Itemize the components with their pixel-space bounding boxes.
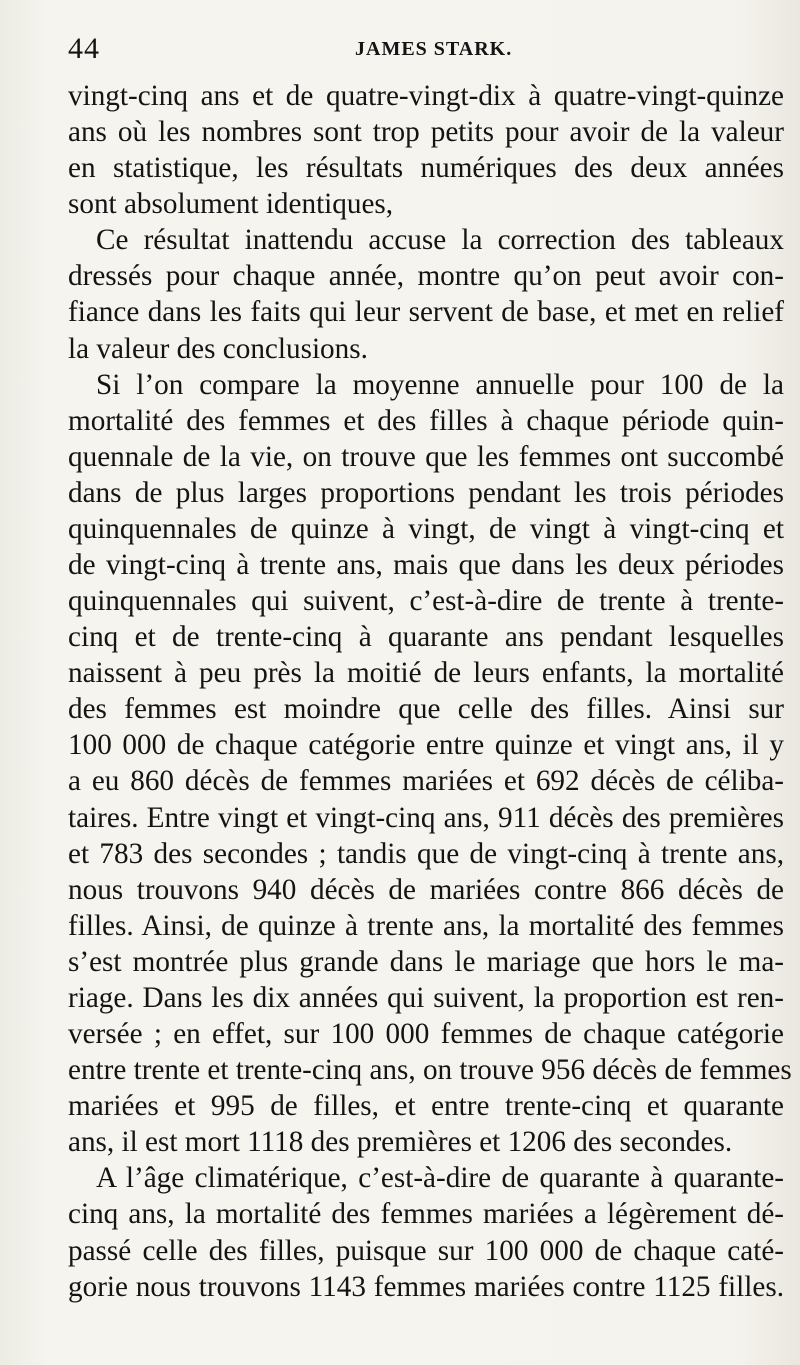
running-head: JAMES STARK.	[355, 38, 513, 60]
text-line: gorie nous trouvons 1143 femmes mariées contre 1125 filles.	[68, 1270, 784, 1303]
text-line: quennale de la vie, on trouve que les femmes ont succombé	[68, 440, 784, 473]
text-line: nous trouvons 940 décès de mariées contre 866 décès de	[68, 873, 784, 906]
text-line: Si l’on compare la moyenne annuelle pour 100 de la	[96, 368, 784, 401]
text-line: mariées et 995 de filles, et entre trente-cinq et quarante	[68, 1090, 784, 1123]
text-line: de vingt-cinq à trente ans, mais que dans les deux périodes	[68, 549, 784, 582]
text-line: taires. Entre vingt et vingt-cinq ans, 911 décès des premières	[68, 801, 784, 834]
text-line: la valeur des conclusions.	[68, 332, 368, 365]
page-header	[68, 30, 768, 70]
text-line: versée ; en effet, sur 100 000 femmes de chaque catégorie	[68, 1018, 784, 1051]
text-line: et 783 des secondes ; tandis que de vingt-cinq à trente ans,	[68, 837, 784, 870]
text-line: riage. Dans les dix années qui suivent, la proportion est ren-	[68, 981, 784, 1014]
text-line: s’est montrée plus grande dans le mariage que hors le ma-	[68, 945, 784, 978]
text-line: A l’âge climatérique, c’est-à-dire de quarante à quarante-	[96, 1162, 784, 1195]
text-line: a eu 860 décès de femmes mariées et 692 décès de céliba-	[68, 765, 784, 798]
text-line: 100 000 de chaque catégorie entre quinze et vingt ans, il y	[68, 729, 784, 762]
text-line: dressés pour chaque année, montre qu’on peut avoir con-	[68, 260, 784, 293]
text-line: des femmes est moindre que celle des filles. Ainsi sur	[68, 693, 784, 726]
text-line: dans de plus larges proportions pendant les trois périodes	[68, 476, 784, 509]
text-line: en statistique, les résultats numériques des deux années	[68, 152, 784, 185]
text-line: cinq ans, la mortalité des femmes mariées a légèrement dé-	[68, 1198, 784, 1231]
text-line: entre trente et trente-cinq ans, on trouve 956 décès de femmes	[68, 1054, 792, 1087]
text-line: fiance dans les faits qui leur servent de base, et met en relief	[68, 296, 784, 329]
text-line: ans où les nombres sont trop petits pour avoir de la valeur	[68, 116, 784, 149]
page-number: 44	[68, 32, 100, 65]
text-line: vingt-cinq ans et de quatre-vingt-dix à quatre-vingt-quinze	[68, 80, 784, 112]
text-line: passé celle des filles, puisque sur 100 000 de chaque caté-	[68, 1234, 784, 1267]
body-text	[68, 78, 792, 1305]
text-line: quinquennales de quinze à vingt, de vingt à vingt-cinq et	[68, 512, 784, 545]
text-line: filles. Ainsi, de quinze à trente ans, la mortalité des femmes	[68, 909, 784, 942]
text-line: ans, il est mort 1118 des premières et 1206 des secondes.	[68, 1126, 733, 1159]
text-line: quinquennales qui suivent, c’est-à-dire de trente à trente-	[68, 585, 784, 618]
text-line: naissent à peu près la moitié de leurs enfants, la mortalité	[68, 657, 784, 690]
text-line: Ce résultat inattendu accuse la correction des tableaux	[96, 224, 784, 257]
text-line: cinq et de trente-cinq à quarante ans pendant lesquelles	[68, 621, 784, 654]
text-line: sont absolument identiques,	[68, 188, 394, 221]
text-line: mortalité des femmes et des filles à chaque période quin-	[68, 404, 784, 437]
